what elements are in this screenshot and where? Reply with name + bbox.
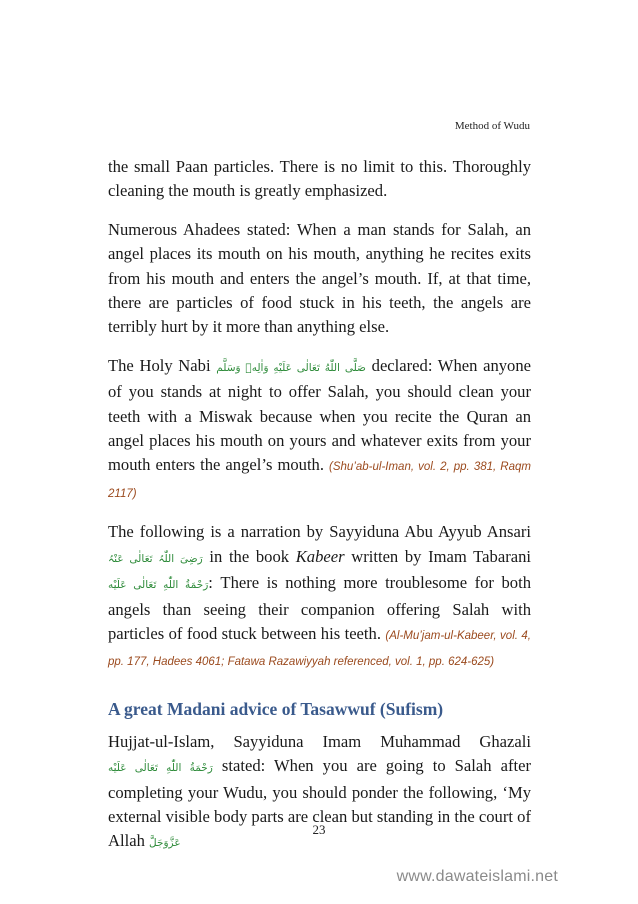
p4-mid2: written by Imam Tabarani <box>344 546 531 566</box>
p4-mid1: in the book <box>202 546 296 566</box>
paragraph-4 <box>108 520 531 674</box>
page-number: 23 <box>312 822 326 837</box>
p5-text: stated: When you are going to Salah after completing your Wudu, you should ponder the following, ‘My external visible body parts are clean but standing in the court of Allah <box>108 756 531 851</box>
reference-citation: (Al-Mu’jam-ul-Kabeer, vol. 4, pp. 177, Hadees 4061; Fatawa Razawiyyah referenced, vol. 1, pp. 624-625) <box>108 629 531 669</box>
honorific-arabic: رَحْمَةُ اللّٰهِ تَعَالٰى عَلَيْه <box>108 762 213 775</box>
website-watermark: www.dawateislami.net <box>396 868 558 885</box>
honorific-arabic: رَضِیَ اللّٰہُ تَعَالٰی عَنْہُ <box>108 552 203 565</box>
book-title: Kabeer <box>295 546 345 566</box>
reference-citation: (Shu’ab-ul-Iman, vol. 2, pp. 381, Raqm 2117) <box>108 461 531 500</box>
page-body <box>108 155 531 870</box>
paragraph-3 <box>108 354 531 506</box>
section-heading: A great Madani advice of Tasawwuf (Sufism) <box>108 698 444 719</box>
paragraph-2: Numerous Ahadees stated: When a man stands for Salah, an angel places its mouth on his mouth, anything he recites exits from his mouth and enters the angel’s mouth. If, at that time, there are particles of food stuck in his teeth, the angels are terribly hurt by it more than anything else. <box>108 219 531 337</box>
running-header: Method of Wudu <box>454 120 530 132</box>
p4-text: : There is nothing more troublesome for both angels than seeing their companion offering Salah with particles of food stuck between his teeth. <box>108 573 531 643</box>
honorific-arabic: عَزَّوَجَلَّ <box>149 837 181 850</box>
p4-lead: The following is a narration by Sayyiduna Abu Ayyub Ansari <box>108 522 531 542</box>
p5-lead: Hujjat-ul-Islam, Sayyiduna Imam Muhammad Ghazali <box>108 731 531 751</box>
p3-text: declared: When anyone of you stands at night to offer Salah, you should clean your teeth with a Miswak because when you recite the Quran an angel places his mouth on yours and whatever exits from your mouth enters the angel’s mouth. <box>108 355 532 475</box>
honorific-arabic: رَحْمَةُ اللّٰهِ تَعَالٰى عَلَيْه <box>108 579 209 592</box>
paragraph-1: the small Paan particles. There is no limit to this. Thoroughly cleaning the mouth is greatly emphasized. <box>108 157 531 201</box>
salutation-arabic: صَلَّى اللّٰهُ تَعَالٰى عَلَيْهِ وَاٰلِهٖ وَسَلَّم <box>216 361 366 374</box>
p3-lead: The Holy Nabi <box>108 355 217 375</box>
